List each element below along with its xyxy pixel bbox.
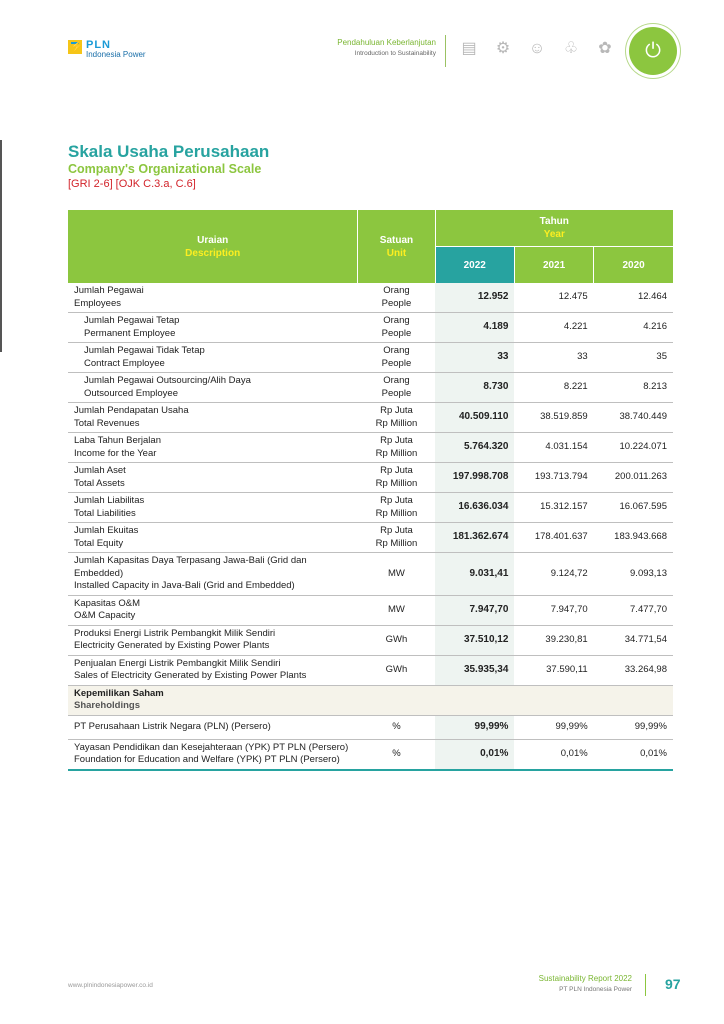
website-url[interactable]: www.plnindonesiapower.co.id bbox=[68, 982, 153, 989]
footer-divider bbox=[645, 974, 646, 996]
gear-icon[interactable]: ⚙ bbox=[495, 40, 511, 57]
table-row: Jumlah Pendapatan Usaha Total Revenues Rp Juta Rp Million 40.509.110 38.519.859 38.740.449 bbox=[68, 403, 673, 433]
page-title: Skala Usaha Perusahaan bbox=[68, 142, 270, 161]
people-icon[interactable]: ☺ bbox=[528, 40, 546, 57]
table-row: Jumlah Aset Total Assets Rp Juta Rp Million 197.998.708 193.713.794 200.011.263 bbox=[68, 463, 673, 493]
table-row: Produksi Energi Listrik Pembangkit Milik Sendiri Electricity Generated by Existing Power Plants GWh 37.510,12 39.230,81 34.771,54 bbox=[68, 625, 673, 655]
table-row: Kapasitas O&M O&M Capacity MW 7.947,70 7.947,70 7.477,70 bbox=[68, 595, 673, 625]
page-subtitle: Company's Organizational Scale bbox=[68, 162, 262, 176]
table-row: Yayasan Pendidikan dan Kesejahteraan (YPK) PT PLN (Persero) Foundation for Education and Welfare (YPK) PT PLN (Persero) % 0,01% 0,01% 0,01% bbox=[68, 739, 673, 770]
pln-logo bbox=[68, 40, 146, 60]
table-row: Jumlah Kapasitas Daya Terpasang Jawa-Bali (Grid dan Embedded) Installed Capacity in Java-Bali (Grid and Embedded) MW 9.031,41 9.124,72 9.093,13 bbox=[68, 553, 673, 596]
hand-plant-icon[interactable]: ♧ bbox=[563, 40, 579, 57]
report-info bbox=[539, 974, 632, 993]
table-row: Jumlah Pegawai Outsourcing/Alih Daya Outsourced Employee Orang People 8.730 8.221 8.213 bbox=[68, 373, 673, 403]
gri-reference: [GRI 2-6] [OJK C.3.a, C.6] bbox=[68, 178, 196, 190]
page-edge-bar bbox=[0, 140, 2, 352]
section-subtitle: Introduction to Sustainability bbox=[354, 50, 436, 57]
table-row: Jumlah Ekuitas Total Equity Rp Juta Rp Million 181.362.674 178.401.637 183.943.668 bbox=[68, 523, 673, 553]
company-name: PT PLN Indonesia Power bbox=[559, 986, 632, 993]
column-header-year: Tahun Year bbox=[435, 210, 673, 247]
logo-brand: PLN bbox=[86, 39, 111, 51]
table-row: Laba Tahun Berjalan Income for the Year Rp Juta Rp Million 5.764.320 4.031.154 10.224.071 bbox=[68, 433, 673, 463]
table-row: PT Perusahaan Listrik Negara (PLN) (Persero) % 99,99% 99,99% 99,99% bbox=[68, 715, 673, 739]
table-row: Jumlah Pegawai Tetap Permanent Employee Orang People 4.189 4.221 4.216 bbox=[68, 313, 673, 343]
table-row: Jumlah Pegawai Tidak Tetap Contract Employee Orang People 33 33 35 bbox=[68, 343, 673, 373]
plug-leaf-icon[interactable]: ⏻ bbox=[629, 27, 677, 75]
document-icon[interactable]: ▤ bbox=[461, 40, 477, 57]
pln-logo-mark-icon bbox=[68, 40, 82, 54]
header-divider bbox=[445, 35, 446, 67]
section-title: Pendahuluan Keberlanjutan bbox=[337, 38, 436, 47]
report-title: Sustainability Report 2022 bbox=[538, 974, 632, 983]
year-2021-header: 2021 bbox=[514, 247, 593, 284]
table-row: Penjualan Energi Listrik Pembangkit Milik Sendiri Sales of Electricity Generated by Existing Power Plants GWh 35.935,34 37.590,11 33.264,98 bbox=[68, 655, 673, 685]
column-header-unit: Satuan Unit bbox=[358, 210, 435, 283]
page-number: 97 bbox=[665, 976, 681, 992]
section-heading bbox=[337, 38, 436, 57]
badge-icon[interactable]: ✿ bbox=[598, 40, 612, 57]
organizational-scale-table bbox=[68, 210, 673, 771]
year-2020-header: 2020 bbox=[594, 247, 673, 284]
column-header-description: Uraian Description bbox=[68, 210, 358, 283]
table-row: Jumlah Liabilitas Total Liabilities Rp Juta Rp Million 16.636.034 15.312.157 16.067.595 bbox=[68, 493, 673, 523]
section-row-shareholdings: Kepemilikan Saham Shareholdings bbox=[68, 685, 673, 715]
chapter-nav bbox=[458, 38, 616, 60]
table-row: Jumlah Pegawai Employees Orang People 12.952 12.475 12.464 bbox=[68, 283, 673, 313]
year-2022-header: 2022 bbox=[435, 247, 514, 284]
logo-subtitle: Indonesia Power bbox=[86, 50, 146, 59]
